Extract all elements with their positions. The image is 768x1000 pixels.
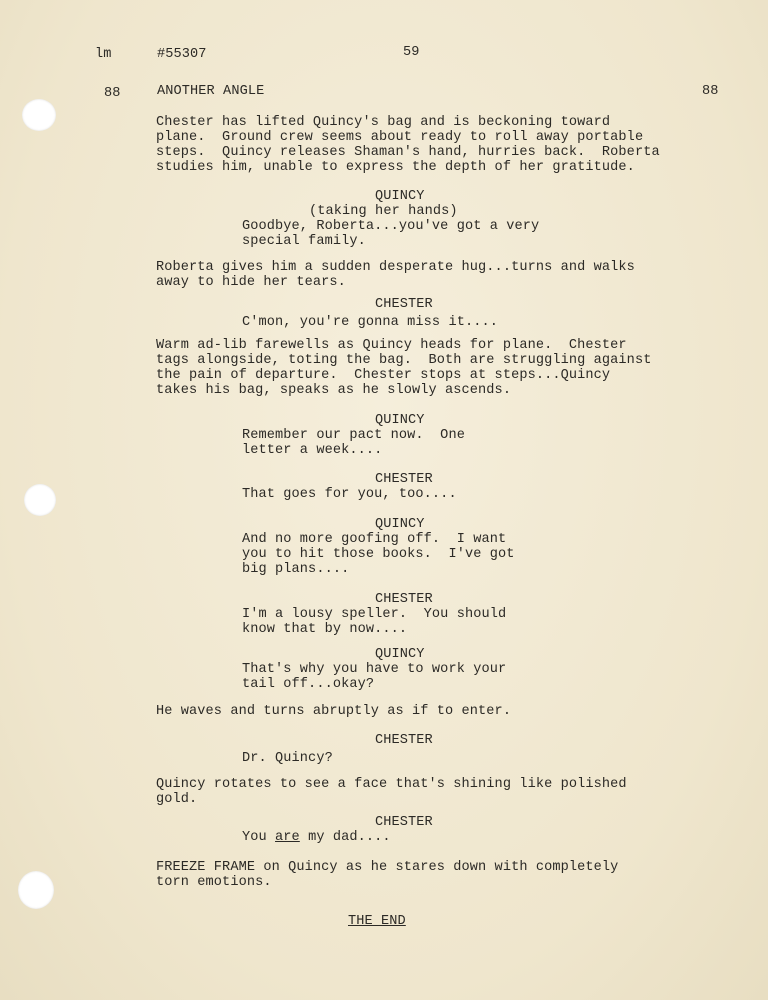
action-line: the pain of departure. Chester stops at steps...Quincy [156,368,611,383]
dialogue-line: you to hit those books. I've got [242,547,515,562]
dialogue-line: And no more goofing off. I want [242,532,507,547]
action-line: studies him, unable to express the depth of her gratitude. [156,160,635,175]
character-name: QUINCY [375,413,425,428]
dialogue-line: letter a week.... [242,443,383,458]
dialogue-line: That's why you have to work your [242,662,507,677]
action-line: takes his bag, speaks as he slowly ascends. [156,383,512,398]
dialogue-line: Remember our pact now. One [242,428,465,443]
scene-heading: ANOTHER ANGLE [157,84,265,99]
character-name: CHESTER [375,592,433,607]
underlined-word: are [275,830,300,845]
character-name: QUINCY [375,647,425,662]
action-line: He waves and turns abruptly as if to enter. [156,704,512,719]
dialogue-line: know that by now.... [242,622,408,637]
punch-hole-middle [24,484,56,516]
page-number: 59 [403,45,420,60]
character-name: CHESTER [375,472,433,487]
action-line: away to hide her tears. [156,275,346,290]
character-name: QUINCY [375,517,425,532]
action-line: Quincy rotates to see a face that's shining like polished [156,777,627,792]
parenthetical: (taking her hands) [309,204,458,219]
action-line: Roberta gives him a sudden desperate hug...turns and walks [156,260,635,275]
header-initials: lm [95,47,112,62]
dialogue-line: C'mon, you're gonna miss it.... [242,315,498,330]
action-line: tags alongside, toting the bag. Both are struggling against [156,353,652,368]
scene-number-right: 88 [702,84,719,99]
character-name: CHESTER [375,297,433,312]
character-name: QUINCY [375,189,425,204]
action-line: torn emotions. [156,875,272,890]
dialogue-line: Goodbye, Roberta...you've got a very [242,219,540,234]
dialogue-line-end: my dad.... [299,830,391,845]
dialogue-line: That goes for you, too.... [242,487,457,502]
dialogue-line [242,830,391,845]
action-line: plane. Ground crew seems about ready to roll away portable [156,130,644,145]
dialogue-line: tail off...okay? [242,677,375,692]
punch-hole-bottom [18,871,54,909]
action-line: gold. [156,792,198,807]
dialogue-line: Dr. Quincy? [242,751,333,766]
dialogue-line: I'm a lousy speller. You should [242,607,507,622]
action-line: Chester has lifted Quincy's bag and is beckoning toward [156,115,611,130]
dialogue-line-start: You [242,830,276,845]
character-name: CHESTER [375,733,433,748]
the-end: THE END [348,914,406,929]
scene-number-left: 88 [104,86,121,101]
action-line: FREEZE FRAME on Quincy as he stares down with completely [156,860,619,875]
dialogue-line: special family. [242,234,366,249]
action-line: Warm ad-lib farewells as Quincy heads for plane. Chester [156,338,627,353]
dialogue-line: big plans.... [242,562,350,577]
character-name: CHESTER [375,815,433,830]
header-script-number: #55307 [157,47,207,62]
action-line: steps. Quincy releases Shaman's hand, hurries back. Roberta [156,145,660,160]
punch-hole-top [22,99,56,131]
